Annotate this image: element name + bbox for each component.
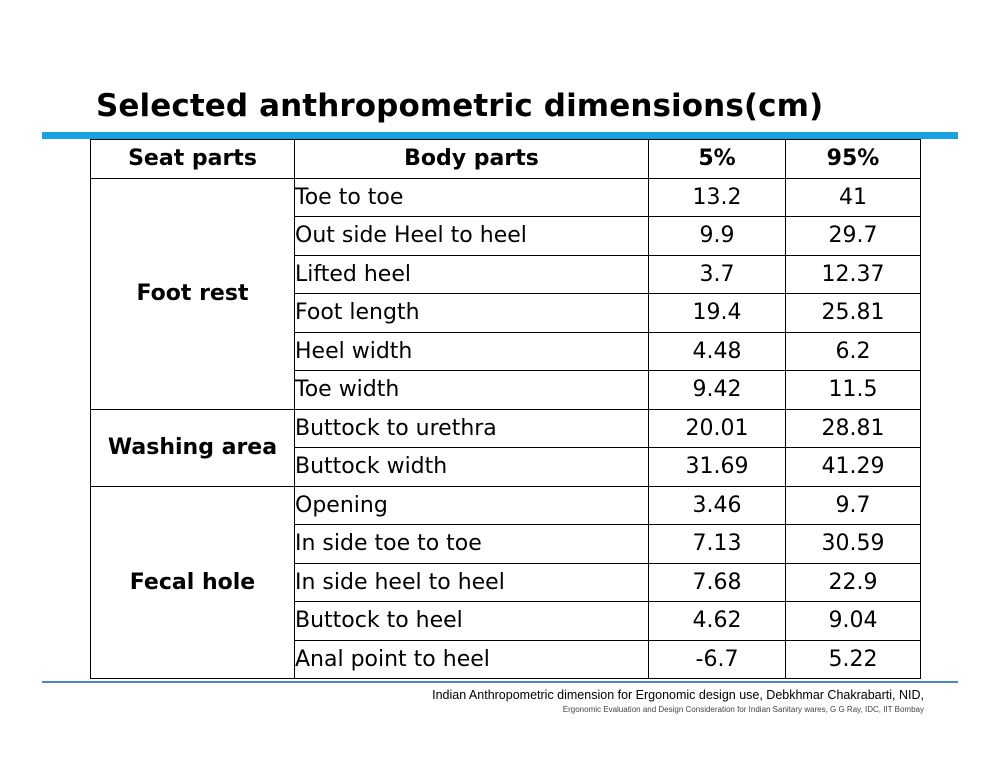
- p95-cell: 9.7: [786, 486, 921, 525]
- p95-cell: 30.59: [786, 525, 921, 564]
- title-underline: [42, 132, 958, 139]
- body-part-cell: Toe width: [295, 371, 649, 410]
- body-part-cell: Toe to toe: [295, 178, 649, 217]
- header-95-percentile: 95%: [786, 140, 921, 179]
- source-citation-secondary: Ergonomic Evaluation and Design Consideration for Indian Sanitary wares, G G Ray, IDC, IIT Bombay: [562, 705, 924, 714]
- p5-cell: 9.9: [649, 217, 786, 256]
- p95-cell: 22.9: [786, 563, 921, 602]
- dimensions-table: [90, 139, 921, 679]
- p5-cell: 3.46: [649, 486, 786, 525]
- p95-cell: 11.5: [786, 371, 921, 410]
- body-part-cell: Opening: [295, 486, 649, 525]
- p95-cell: 12.37: [786, 255, 921, 294]
- p5-cell: 4.62: [649, 602, 786, 641]
- seat-part-cell: Foot rest: [91, 178, 295, 409]
- body-part-cell: Buttock to urethra: [295, 409, 649, 448]
- p5-cell: 7.13: [649, 525, 786, 564]
- p5-cell: 19.4: [649, 294, 786, 333]
- body-part-cell: Foot length: [295, 294, 649, 333]
- p5-cell: 3.7: [649, 255, 786, 294]
- body-part-cell: Out side Heel to heel: [295, 217, 649, 256]
- p5-cell: 13.2: [649, 178, 786, 217]
- p5-cell: 31.69: [649, 448, 786, 487]
- table-row: [91, 409, 921, 448]
- p95-cell: 29.7: [786, 217, 921, 256]
- body-part-cell: Anal point to heel: [295, 640, 649, 679]
- p5-cell: 7.68: [649, 563, 786, 602]
- seat-part-cell: Washing area: [91, 409, 295, 486]
- header-body-parts: Body parts: [295, 140, 649, 179]
- header-seat-parts: Seat parts: [91, 140, 295, 179]
- p95-cell: 28.81: [786, 409, 921, 448]
- p95-cell: 41: [786, 178, 921, 217]
- p95-cell: 41.29: [786, 448, 921, 487]
- body-part-cell: Buttock width: [295, 448, 649, 487]
- body-part-cell: In side toe to toe: [295, 525, 649, 564]
- body-part-cell: In side heel to heel: [295, 563, 649, 602]
- table-row: [91, 178, 921, 217]
- p5-cell: 20.01: [649, 409, 786, 448]
- p5-cell: 9.42: [649, 371, 786, 410]
- source-citation-primary: Indian Anthropometric dimension for Ergonomic design use, Debkhmar Chakrabarti, NID,: [432, 688, 924, 702]
- page-title: Selected anthropometric dimensions(cm): [96, 88, 824, 124]
- p95-cell: 25.81: [786, 294, 921, 333]
- footer-divider: [42, 681, 958, 683]
- body-part-cell: Buttock to heel: [295, 602, 649, 641]
- p95-cell: 9.04: [786, 602, 921, 641]
- header-5-percentile: 5%: [649, 140, 786, 179]
- p5-cell: 4.48: [649, 332, 786, 371]
- p95-cell: 6.2: [786, 332, 921, 371]
- p95-cell: 5.22: [786, 640, 921, 679]
- seat-part-cell: Fecal hole: [91, 486, 295, 679]
- table-row: [91, 486, 921, 525]
- body-part-cell: Lifted heel: [295, 255, 649, 294]
- p5-cell: -6.7: [649, 640, 786, 679]
- header-row: [91, 140, 921, 179]
- body-part-cell: Heel width: [295, 332, 649, 371]
